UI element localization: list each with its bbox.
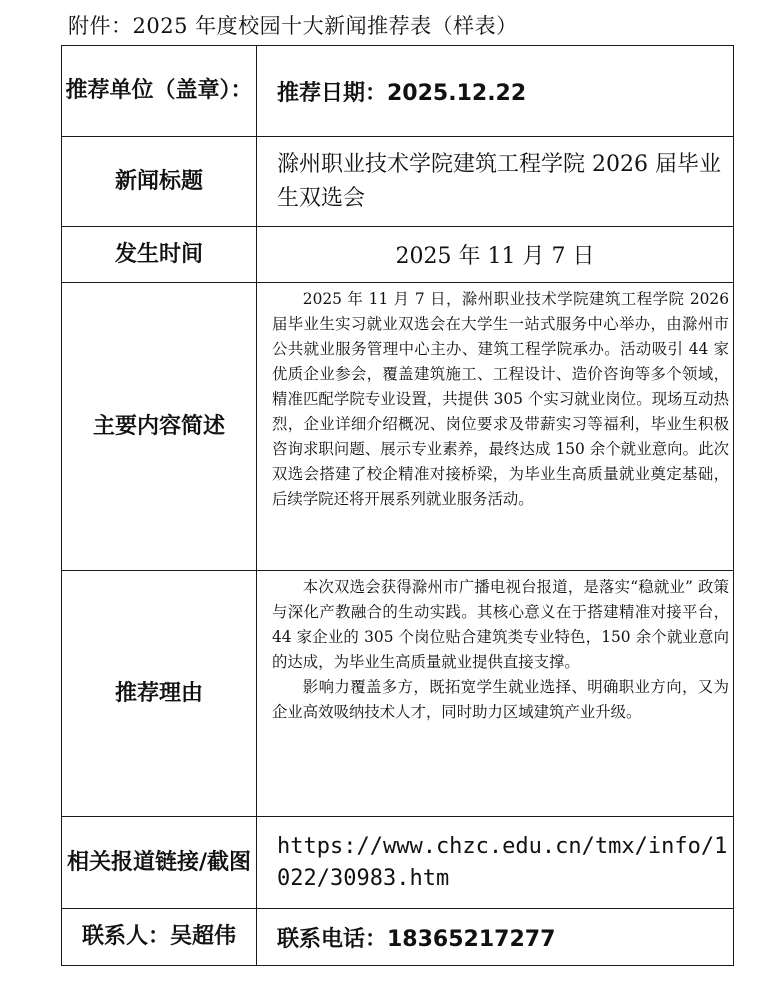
reason-label: 推荐理由 [62,571,257,817]
contact-phone: 联系电话：18365217277 [257,909,734,966]
reason-paragraph: 影响力覆盖多方，既拓宽学生就业选择、明确职业方向，又为企业高效吸纳技术人才，同时助力区域建筑产业升级。 [272,678,729,721]
form-row-time [62,227,734,283]
recommendation-form [61,45,734,966]
link-label: 相关报道链接/截图 [62,817,257,909]
recommender-label: 推荐单位（盖章）： [62,46,257,137]
event-time: 2025 年 11 月 7 日 [257,227,734,283]
document-title: 附件：2025 年度校园十大新闻推荐表（样表） [68,14,518,38]
form-row-headline [62,137,734,227]
headline-label: 新闻标题 [62,137,257,227]
form-row-reason [62,571,734,817]
summary-paragraph: 2025 年 11 月 7 日，滁州职业技术学院建筑工程学院 2026 届毕业生实习就业双选会在大学生一站式服务中心举办，由滁州市公共就业服务管理中心主办、建筑工程学院承办。活动吸引 44 家优质企业参会，覆盖建筑施工、工程设计、造价咨询等多个领域，精准匹配学院专业设置，共提供 305 个实习就业岗位。现场互动热烈，企业详细介绍概况、岗位要求及带薪实习等福利，毕业生积极咨询求职问题、展示专业素养，最终达成 150 余个就业意向。此次双选会搭建了校企精准对接桥梁，为毕业生高质量就业奠定基础，后续学院还将开展系列就业服务活动。 [272,290,729,508]
reason-text-cell [257,571,734,817]
form-row-recommender [62,46,734,137]
summary-text-cell [257,283,734,571]
form-row-summary [62,283,734,571]
time-label: 发生时间 [62,227,257,283]
summary-label: 主要内容简述 [62,283,257,571]
form-row-link [62,817,734,909]
contact-person: 联系人：吴超伟 [62,909,257,966]
reason-paragraph: 本次双选会获得滁州市广播电视台报道，是落实“稳就业” 政策与深化产教融合的生动实践。其核心意义在于搭建精准对接平台，44 家企业的 305 个岗位贴合建筑类专业特色，150 余个就业意向的达成，为毕业生高质量就业提供直接支撑。 [272,578,729,671]
report-link[interactable]: https://www.chzc.edu.cn/tmx/info/1022/30983.htm [257,817,734,909]
recommend-date: 推荐日期：2025.12.22 [257,46,734,137]
form-row-contact [62,909,734,966]
news-headline: 滁州职业技术学院建筑工程学院 2026 届毕业生双选会 [257,137,734,227]
